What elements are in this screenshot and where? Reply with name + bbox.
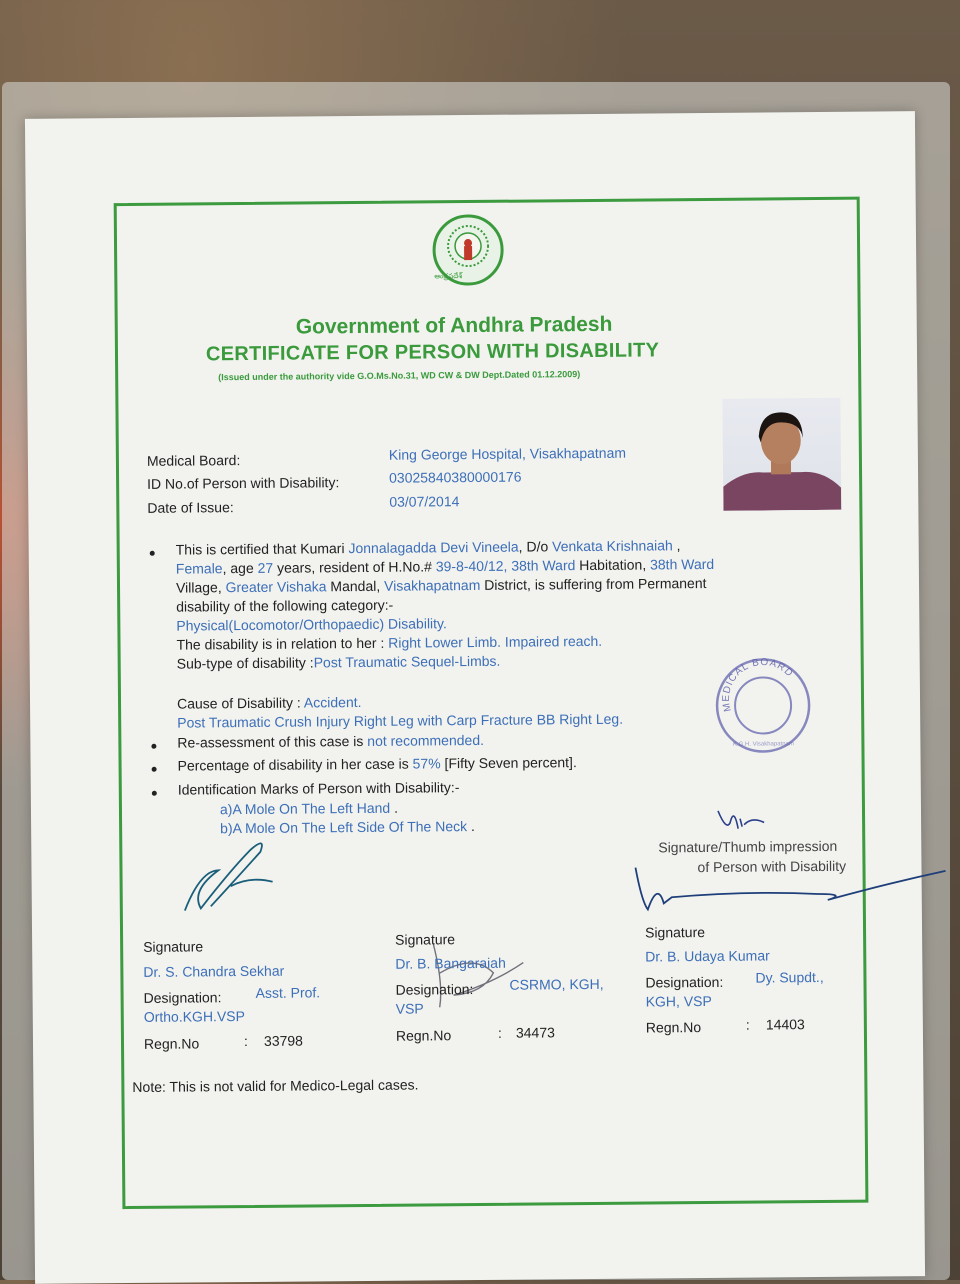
percent-label: Percentage of disability in her case is [177,755,409,774]
certificate-paper [25,111,925,1284]
bullet [150,551,155,556]
bullet [151,744,156,749]
signatory-3-regn-label: Regn.No [645,1019,702,1036]
mark-end: . [393,799,398,816]
signature-3-icon [627,859,948,922]
certificate-border [114,197,869,1209]
person-signature-label-1: Signature/Thumb impression [658,837,838,856]
mark-end: . [470,818,475,835]
signatory-1-name: Dr. S. Chandra Sekhar [143,962,285,980]
signature-1-icon [170,830,281,921]
subtype-line [177,653,501,672]
disability-category: Physical(Locomotor/Orthopaedic) Disability. [176,615,447,634]
svg-text:MEDICAL BOARD [721,657,796,713]
mark-b: b)A Mole On The Left Side Of The Neck [220,818,468,837]
house-number: 39-8-40/12, 38th Ward [435,557,576,575]
signatory-2-regn-sep: : [497,1024,502,1041]
signatory-1-regn: 33798 [263,1032,303,1049]
marks-label: Identification Marks of Person with Disability:- [177,779,460,798]
reassess-value: not recommended. [367,731,485,749]
percentage-line [178,754,577,773]
authority-note: (Issued under the authority vide G.O.Ms.No.31, WD CW & DW Dept.Dated 01.12.2009) [218,369,581,383]
medical-board-value: King George Hospital, Visakhapatnam [388,444,627,463]
id-label: ID No.of Person with Disability: [147,474,340,492]
signatory-2-regn: 34473 [515,1024,555,1041]
body-text: , D/o [518,538,549,555]
reassess-label: Re-assessment of this case is [177,732,364,751]
body-line-3 [176,575,707,596]
medical-board-seal-icon [713,655,814,756]
person-name: Jonnalagadda Devi Vineela [348,538,519,557]
cause-value: Accident. [303,693,362,711]
signatory-1-des-1: Asst. Prof. [255,984,321,1001]
validity-note: Note: This is not valid for Medico-Legal cases. [132,1076,419,1096]
signatory-3-regn: 14403 [765,1016,805,1033]
signatory-2-name: Dr. B. Bangaraiah [395,954,506,972]
date-value: 03/07/2014 [389,493,460,510]
ward: 38th Ward [649,555,715,573]
cause-label: Cause of Disability : [176,694,301,712]
mark-a: a)A Mole On The Left Hand [219,799,391,818]
body-line-1 [176,537,681,557]
age: 27 [257,559,274,576]
subtype-value: Post Traumatic Sequel-Limbs. [313,652,501,671]
gender: Female [175,560,223,577]
mark-a-line [220,800,398,818]
body-text: , age [222,559,254,577]
signatory-3-des-label: Designation: [645,973,724,991]
person-signature-label-2: of Person with Disability [697,857,847,876]
person-photo [722,398,841,511]
signatory-2-regn-label: Regn.No [395,1027,452,1044]
date-label: Date of Issue: [147,499,234,516]
signatory-1-des-2: Ortho.KGH.VSP [143,1008,245,1025]
signatory-1-des-label: Designation: [143,989,222,1006]
body-text: Habitation, [579,556,647,574]
signatory-2-des-2: VSP [395,1000,424,1017]
emblem-caption: ఆంధ్రప్రదేశ్ [434,273,463,281]
reassessment-line [177,732,484,751]
bullet [152,791,157,796]
signatory-1-sig-label: Signature [143,938,204,955]
signatory-3-sig-label: Signature [644,924,706,941]
subtype-label: Sub-type of disability : [176,654,314,672]
body-line-2 [176,556,714,577]
percent-value: 57% [412,755,441,772]
body-text: years, resident of H.No.# [276,558,432,576]
parent-name: Venkata Krishnaiah [552,537,673,555]
bullet [152,767,157,772]
seal-subtext: K.G.H. Visakhapatnam [732,741,794,748]
district: Visakhapatnam [384,576,481,594]
body-text: This is certified that Kumari [175,540,345,558]
body-line-4: disability of the following category:- [176,596,394,615]
signatory-1-regn-label: Regn.No [143,1035,200,1052]
relation-line [176,633,602,653]
body-text: , [676,537,681,554]
id-value: 03025840380000176 [389,468,522,486]
certificate-title: CERTIFICATE FOR PERSON WITH DISABILITY [205,339,660,366]
body-text: District, is suffering from Permanent [484,574,707,593]
medical-board-label: Medical Board: [146,452,241,469]
cause-detail: Post Traumatic Crush Injury Right Leg with Carp Fracture BB Right Leg. [177,710,624,731]
person-signature-icon [712,800,772,841]
signatory-1-regn-sep: : [243,1032,248,1050]
signatory-2-des-label: Designation: [395,981,474,998]
signatory-2-des-1: CSRMO, KGH, [509,975,604,993]
body-text: Village, [175,579,222,596]
relation-value: Right Lower Limb. Impaired reach. [388,632,603,651]
seal-text: MEDICAL BOARD [720,656,796,713]
government-title: Government of Andhra Pradesh [295,312,613,339]
signatory-3-des-2: KGH, VSP [645,992,712,1010]
relation-label: The disability is in relation to her : [176,634,385,653]
signatory-2-sig-label: Signature [395,931,456,948]
signatory-3-name: Dr. B. Udaya Kumar [645,947,770,965]
cause-line [177,694,362,712]
signatory-3-regn-sep: : [745,1016,750,1033]
signatory-3-des-1: Dy. Supdt., [755,968,824,986]
village: Greater Vishaka [225,578,327,596]
body-text: Mandal, [330,577,381,595]
percent-words: [Fifty Seven percent]. [444,754,577,772]
